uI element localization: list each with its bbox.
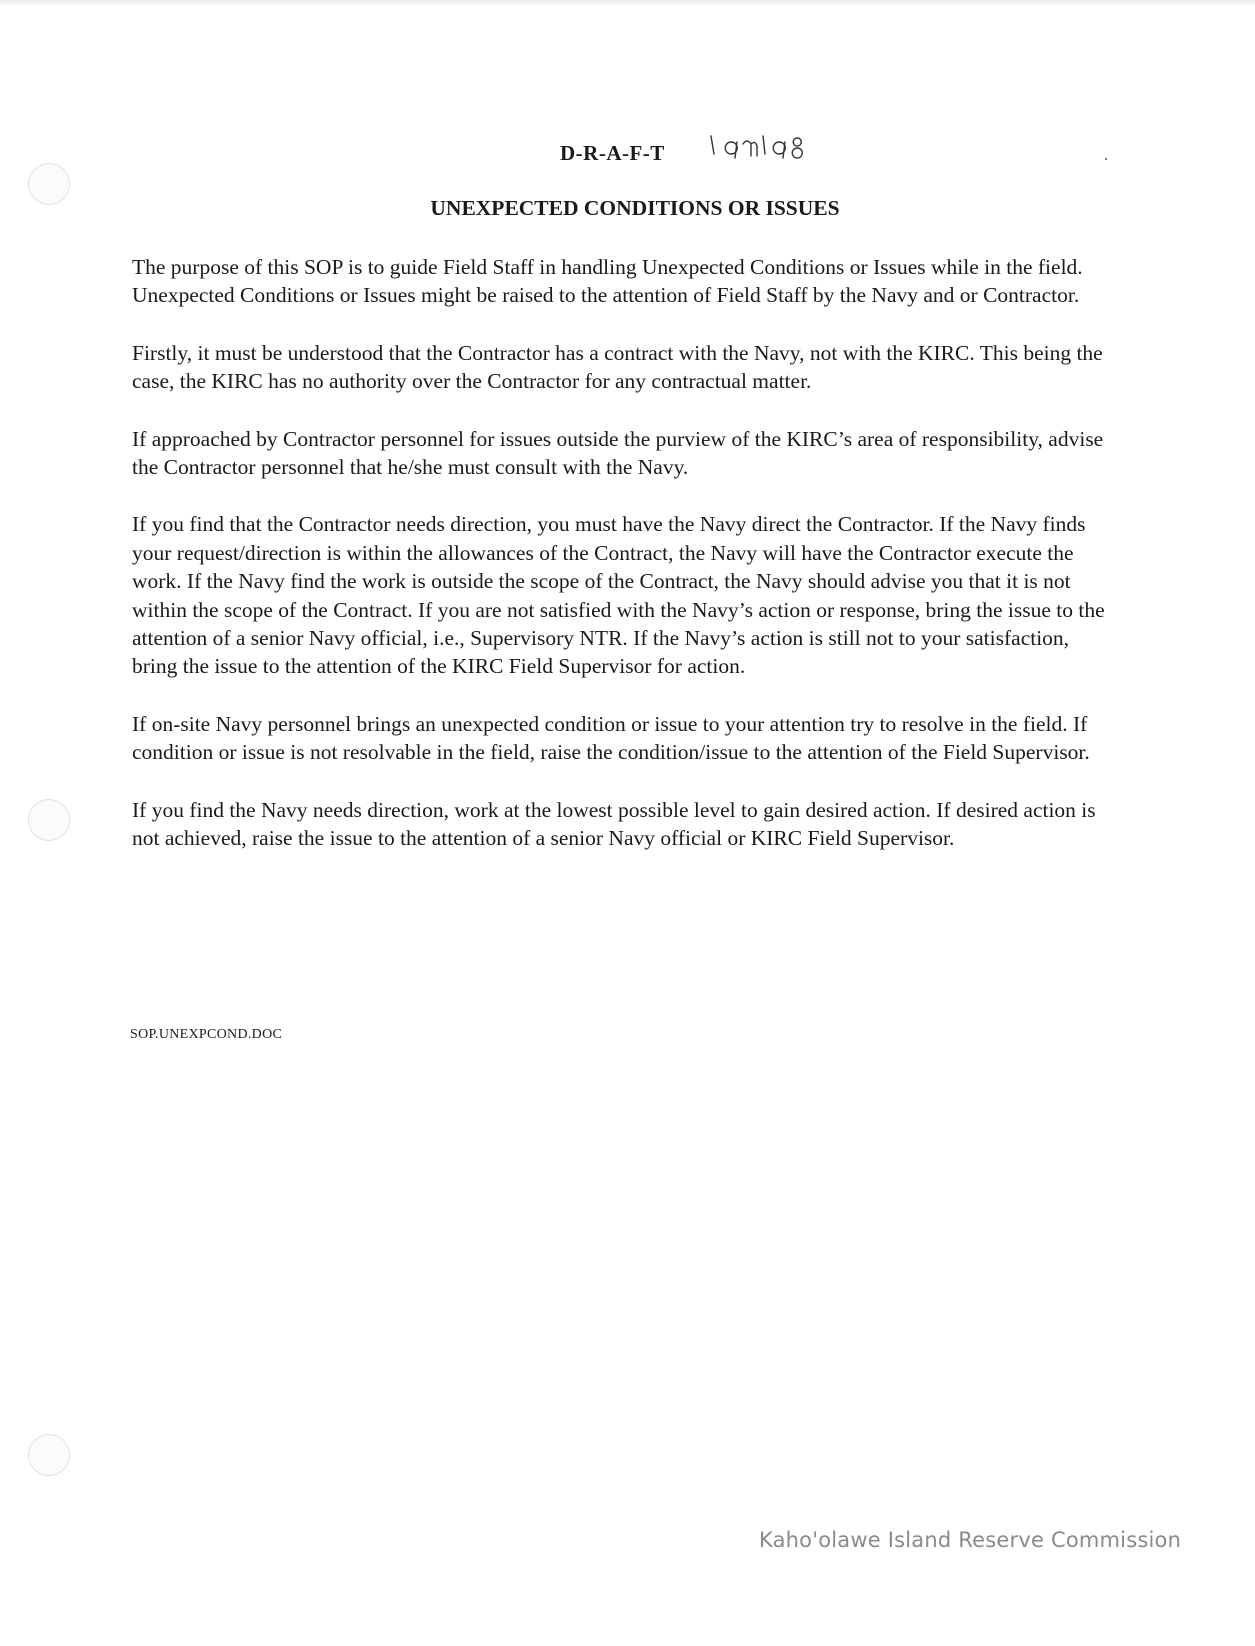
- paragraph: If on-site Navy personnel brings an unexpected condition or issue to your attention try to resolve in the field. If condition or issue is not resolvable in the field, raise the condition/issue to the attention of the Field Supervisor.: [132, 711, 1090, 765]
- scan-top-edge: [0, 0, 1255, 6]
- archive-watermark: Kaho'olawe Island Reserve Commission: [759, 1528, 1182, 1552]
- handwritten-date-scribble: [707, 130, 817, 162]
- punch-hole: [28, 799, 70, 841]
- draft-label: D-R-A-F-T: [560, 141, 665, 165]
- document-title: UNEXPECTED CONDITIONS OR ISSUES: [430, 196, 840, 220]
- file-reference: SOP.UNEXPCOND.DOC: [130, 1027, 283, 1042]
- paragraph: If approached by Contractor personnel for issues outside the purview of the KIRC’s area of responsibility, advise the Contractor personnel that he/she must consult with the Navy.: [132, 426, 1104, 480]
- punch-hole: [28, 1434, 70, 1476]
- draft-header: [560, 140, 817, 167]
- document-body: [132, 253, 1117, 882]
- handwritten-date-annotation: [707, 130, 817, 167]
- scan-speck: [1105, 158, 1107, 160]
- paragraph: The purpose of this SOP is to guide Field Staff in handling Unexpected Conditions or Issues while in the field. Unexpected Conditions or Issues might be raised to the attention of Field Staff by the Navy and or Contractor.: [132, 255, 1083, 308]
- paragraph: Firstly, it must be understood that the Contractor has a contract with the Navy, not with the KIRC. This being the case, the KIRC has no authority over the Contractor for any contractual matter.: [132, 340, 1103, 394]
- paragraph: If you find that the Contractor needs direction, you must have the Navy direct the Contractor. If the Navy finds your request/direction is within the allowances of the Contract, the Navy will have the Contractor execute the work. If the Navy find the work is outside the scope of the Contract, the Navy should advise you that it is not within the scope of the Contract. If you are not satisfied with the Navy’s action or response, bring the issue to the attention of a senior Navy official, i.e., Supervisory NTR. If the Navy’s action is still not to your satisfaction, bring the issue to the attention of the KIRC Field Supervisor for action.: [132, 512, 1105, 679]
- paragraph: If you find the Navy needs direction, work at the lowest possible level to gain desired action. If desired action is not achieved, raise the issue to the attention of a senior Navy official or KIRC Field Supervisor.: [132, 797, 1096, 851]
